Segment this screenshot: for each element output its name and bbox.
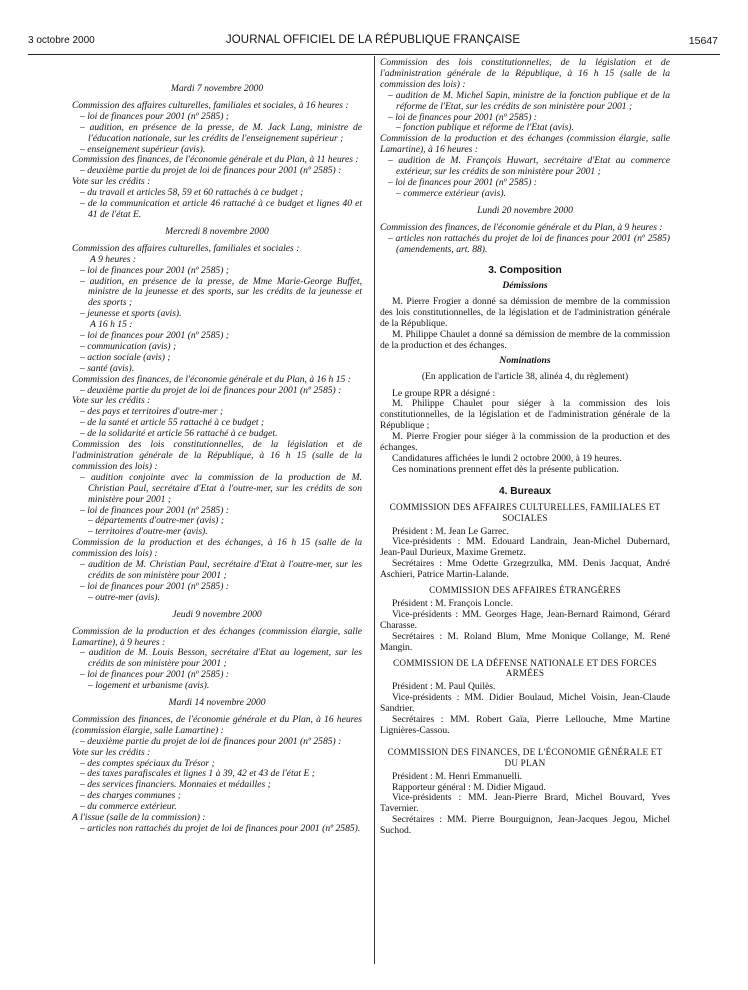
paragraph: Secrétaires : MM. Pierre Bourguignon, Jean-Jacques Jegou, Michel Suchod. (380, 814, 670, 837)
list-item: – articles non rattachés du projet de loi de finances pour 2001 (nº 2585). (80, 823, 361, 834)
journal-title: JOURNAL OFFICIEL DE LA RÉPUBLIQUE FRANÇAISE (225, 34, 521, 46)
paragraph: Vice-présidents : MM. Jean-Pierre Brard, Michel Bouvard, Yves Tavernier. (380, 792, 670, 815)
list-item: – deuxième partie du projet de loi de finances pour 2001 (nº 2585) : (80, 165, 342, 177)
paragraph: Vice-présidents : MM. Georges Hage, Jean-Bernard Raimond, Gérard Charasse. (380, 608, 670, 631)
right-column (380, 58, 670, 837)
list-item: – loi de finances pour 2001 (nº 2585) : (388, 111, 537, 123)
section-heading: 4. Bureaux (498, 485, 552, 497)
day-heading: Lundi 20 novembre 2000 (477, 204, 573, 216)
paragraph: Secrétaires : Mme Odette Grzegrzulka, MM. Denis Jacquat, André Aschieri, Patrice Martin-Lalande. (380, 558, 670, 581)
list-item: – de la solidarité et article 56 rattaché à ce budget. (80, 428, 278, 440)
list-item: – action sociale (avis) ; (80, 351, 171, 363)
list-item: – loi de finances pour 2001 (nº 2585) ; (80, 330, 229, 342)
paragraph: (En application de l'article 38, alinéa 4, du règlement) (421, 370, 629, 382)
paragraph: Commission des affaires culturelles, familiales et sociales, à 16 heures : (72, 99, 349, 111)
spacer (380, 476, 670, 482)
list-item: – loi de finances pour 2001 (nº 2585) : (80, 669, 229, 681)
list-item: – départements d'outre-mer (avis) ; (88, 515, 224, 527)
list-item: – outre-mer (avis). (88, 591, 160, 603)
subsection-heading: Nominations (499, 354, 551, 366)
column-divider (374, 56, 375, 964)
list-item: – audition, en présence de la presse, de Mme Marie-George Buffet, ministre de la jeunesse et des sports, sur les crédits de la jeunesse et des sports ; (80, 275, 362, 309)
list-item: – loi de finances pour 2001 (nº 2585) ; (80, 264, 229, 276)
list-item: – loi de finances pour 2001 (nº 2585) ; (80, 110, 229, 122)
list-item: – des pays et territoires d'outre-mer ; (80, 406, 224, 418)
list-item: – fonction publique et réforme de l'Etat (avis). (396, 122, 574, 134)
paragraph: Commission des affaires culturelles, familiales et sociales : (72, 242, 300, 254)
paragraph: A 9 heures : (90, 253, 137, 265)
list-item: – audition de M. Louis Besson, secrétaire d'Etat au logement, sur les crédits de son ministère pour 2001 ; (80, 647, 362, 670)
section-heading: 3. Composition (488, 265, 562, 277)
list-item: – des taxes parafiscales et lignes 1 à 39, 42 et 43 de l'état E ; (80, 768, 315, 780)
paragraph: M. Pierre Frogier a donné sa démission de membre de la commission des lois constitutionnelles, de la législation et de l'administration générale de la République. (380, 296, 670, 330)
list-item: – audition conjointe avec la commission de la production de M. Christian Paul, secrétaire d'Etat à l'outre-mer, sur les crédits de son ministère pour 2001 ; (80, 471, 362, 505)
list-item: – de la communication et article 46 rattaché à ce budget et lignes 40 et 41 de l'état E. (80, 198, 362, 220)
list-item: – commerce extérieur (avis). (396, 187, 506, 199)
day-heading: Mardi 14 novembre 2000 (168, 697, 266, 709)
paragraph: Commission des lois constitutionnelles, de la législation et de l'administration générale de la République, à 16 h 15 (salle de la commission des lois) : (72, 439, 362, 472)
committee-heading: COMMISSION DES AFFAIRES ÉTRANGÈRES (429, 585, 621, 596)
paragraph: Commission des finances, de l'économie générale et du Plan, à 11 heures : (72, 154, 359, 166)
day-heading: Mercredi 8 novembre 2000 (165, 225, 269, 237)
paragraph: Vice-présidents : MM. Edouard Landrain, Jean-Michel Dubernard, Jean-Paul Durieux, Maxime Gremetz. (380, 536, 670, 559)
header-rule (28, 54, 720, 55)
spacer (380, 737, 670, 743)
paragraph: Commission des finances, de l'économie générale et du Plan, à 16 h 15 : (72, 373, 351, 385)
paragraph: Le groupe RPR a désigné : (392, 387, 496, 399)
paragraph: Vote sur les crédits : (72, 746, 151, 758)
paragraph: Secrétaires : MM. Robert Gaïa, Pierre Lellouche, Mme Martine Lignières-Cassou. (380, 714, 670, 736)
paragraph: Commission de la production et des échanges, à 16 h 15 (salle de la commission des lois) : (72, 537, 362, 560)
paragraph: Commission de la production et des échanges (commission élargie, salle Lamartine), à 16 heures : (380, 133, 670, 156)
list-item: – des charges communes ; (80, 790, 181, 802)
list-item: – articles non rattachés du projet de loi de finances pour 2001 (nº 2585) (amendements, art. 88). (388, 232, 670, 255)
list-item: – loi de finances pour 2001 (nº 2585) : (80, 580, 229, 592)
list-item: – des comptes spéciaux du Trésor ; (80, 757, 215, 769)
paragraph: Commission des finances, de l'économie générale et du Plan, à 16 heures (commission élargie, salle Lamartine) : (72, 713, 362, 736)
day-heading: Jeudi 9 novembre 2000 (172, 608, 262, 620)
list-item: – audition, en présence de la presse, de M. Jack Lang, ministre de l'éducation nationale, sur les crédits de l'enseignement supérieur ; (80, 121, 362, 144)
day-heading: Mardi 7 novembre 2000 (170, 83, 264, 94)
page-header (28, 33, 718, 53)
list-item: – audition de M. François Huwart, secrétaire d'Etat au commerce extérieur, sur les crédits de son ministère pour 2001 ; (388, 155, 670, 178)
list-item: – du travail et articles 58, 59 et 60 rattachés à ce budget ; (80, 187, 304, 199)
paragraph: Vote sur les crédits : (72, 395, 151, 407)
left-column (72, 84, 362, 835)
list-item: – du commerce extérieur. (80, 801, 177, 813)
list-item: – des services financiers. Monnaies et médailles ; (80, 779, 271, 791)
list-item: – loi de finances pour 2001 (nº 2585) : (80, 504, 229, 516)
list-item: – deuxième partie du projet de loi de finances pour 2001 (nº 2585) : (80, 735, 342, 747)
header-date: 3 octobre 2000 (28, 35, 95, 46)
paragraph: Président : M. Paul Quilès. (392, 681, 496, 693)
paragraph: Vice-présidents : MM. Didier Boulaud, Michel Voisin, Jean-Claude Sandrier. (380, 692, 670, 715)
committee-heading: COMMISSION DE LA DÉFENSE NATIONALE ET DES FORCES ARMÉES (393, 657, 657, 679)
paragraph: M. Philippe Chaulet a donné sa démission de membre de la commission de la production et des échanges. (380, 328, 670, 351)
paragraph: M. Philippe Chaulet pour siéger à la commission des lois constitutionnelles, de la législation et de l'administration générale de la République ; (380, 398, 670, 432)
list-item: – loi de finances pour 2001 (nº 2585) : (388, 176, 537, 188)
list-item: – logement et urbanisme (avis). (88, 680, 210, 692)
committee-heading: COMMISSION DES AFFAIRES CULTURELLES, FAMILIALES ET SOCIALES (389, 501, 661, 523)
paragraph: Président : M. Henri Emmanuelli. (392, 770, 523, 782)
subsection-heading: Démissions (502, 280, 548, 292)
paragraph: Rapporteur général : M. Didier Migaud. (392, 781, 546, 793)
page-number: 15647 (688, 35, 718, 47)
list-item: – communication (avis) ; (80, 340, 177, 352)
paragraph: Candidatures affichées le lundi 2 octobre 2000, à 19 heures. (392, 453, 622, 464)
list-item: – deuxième partie du projet de loi de finances pour 2001 (nº 2585) : (80, 384, 342, 396)
spacer (380, 255, 670, 261)
paragraph: Président : M. François Loncle. (392, 597, 513, 609)
committee-heading: COMMISSION DES FINANCES, DE L'ÉCONOMIE GÉNÉRALE ET DU PLAN (387, 746, 663, 768)
list-item: – de la santé et article 55 rattaché à ce budget ; (80, 417, 265, 429)
list-item: – enseignement supérieur (avis). (80, 143, 206, 155)
paragraph: A l'issue (salle de la commission) : (72, 812, 206, 824)
paragraph: Vote sur les crédits : (72, 176, 151, 188)
paragraph: M. Pierre Frogier pour siéger à la commission de la production et des échanges. (380, 431, 670, 454)
paragraph: Commission des lois constitutionnelles, de la législation et de l'administration générale de la République, à 16 h 15 (salle de la commission des lois) : (380, 57, 670, 90)
list-item: – audition de M. Christian Paul, secrétaire d'Etat à l'outre-mer, sur les crédits de son ministère pour 2001 ; (80, 559, 362, 581)
list-item: – audition de M. Michel Sapin, ministre de la fonction publique et de la réforme de l'Etat, sur les crédits de son ministère pour 2001 ; (388, 89, 670, 112)
paragraph: Ces nominations prennent effet dès la présente publication. (392, 463, 619, 475)
paragraph: A 16 h 15 : (90, 319, 133, 331)
paragraph: Président : M. Jean Le Garrec. (392, 525, 509, 537)
paragraph: Commission des finances, de l'économie générale et du Plan, à 9 heures : (380, 221, 663, 233)
paragraph: Commission de la production et des échanges (commission élargie, salle Lamartine), à 9 heures : (72, 625, 362, 648)
list-item: – territoires d'outre-mer (avis). (88, 526, 208, 538)
list-item: – jeunesse et sports (avis). (80, 308, 182, 320)
list-item: – santé (avis). (80, 362, 135, 374)
paragraph: Secrétaires : M. Roland Blum, Mme Monique Collange, M. René Mangin. (380, 630, 670, 653)
